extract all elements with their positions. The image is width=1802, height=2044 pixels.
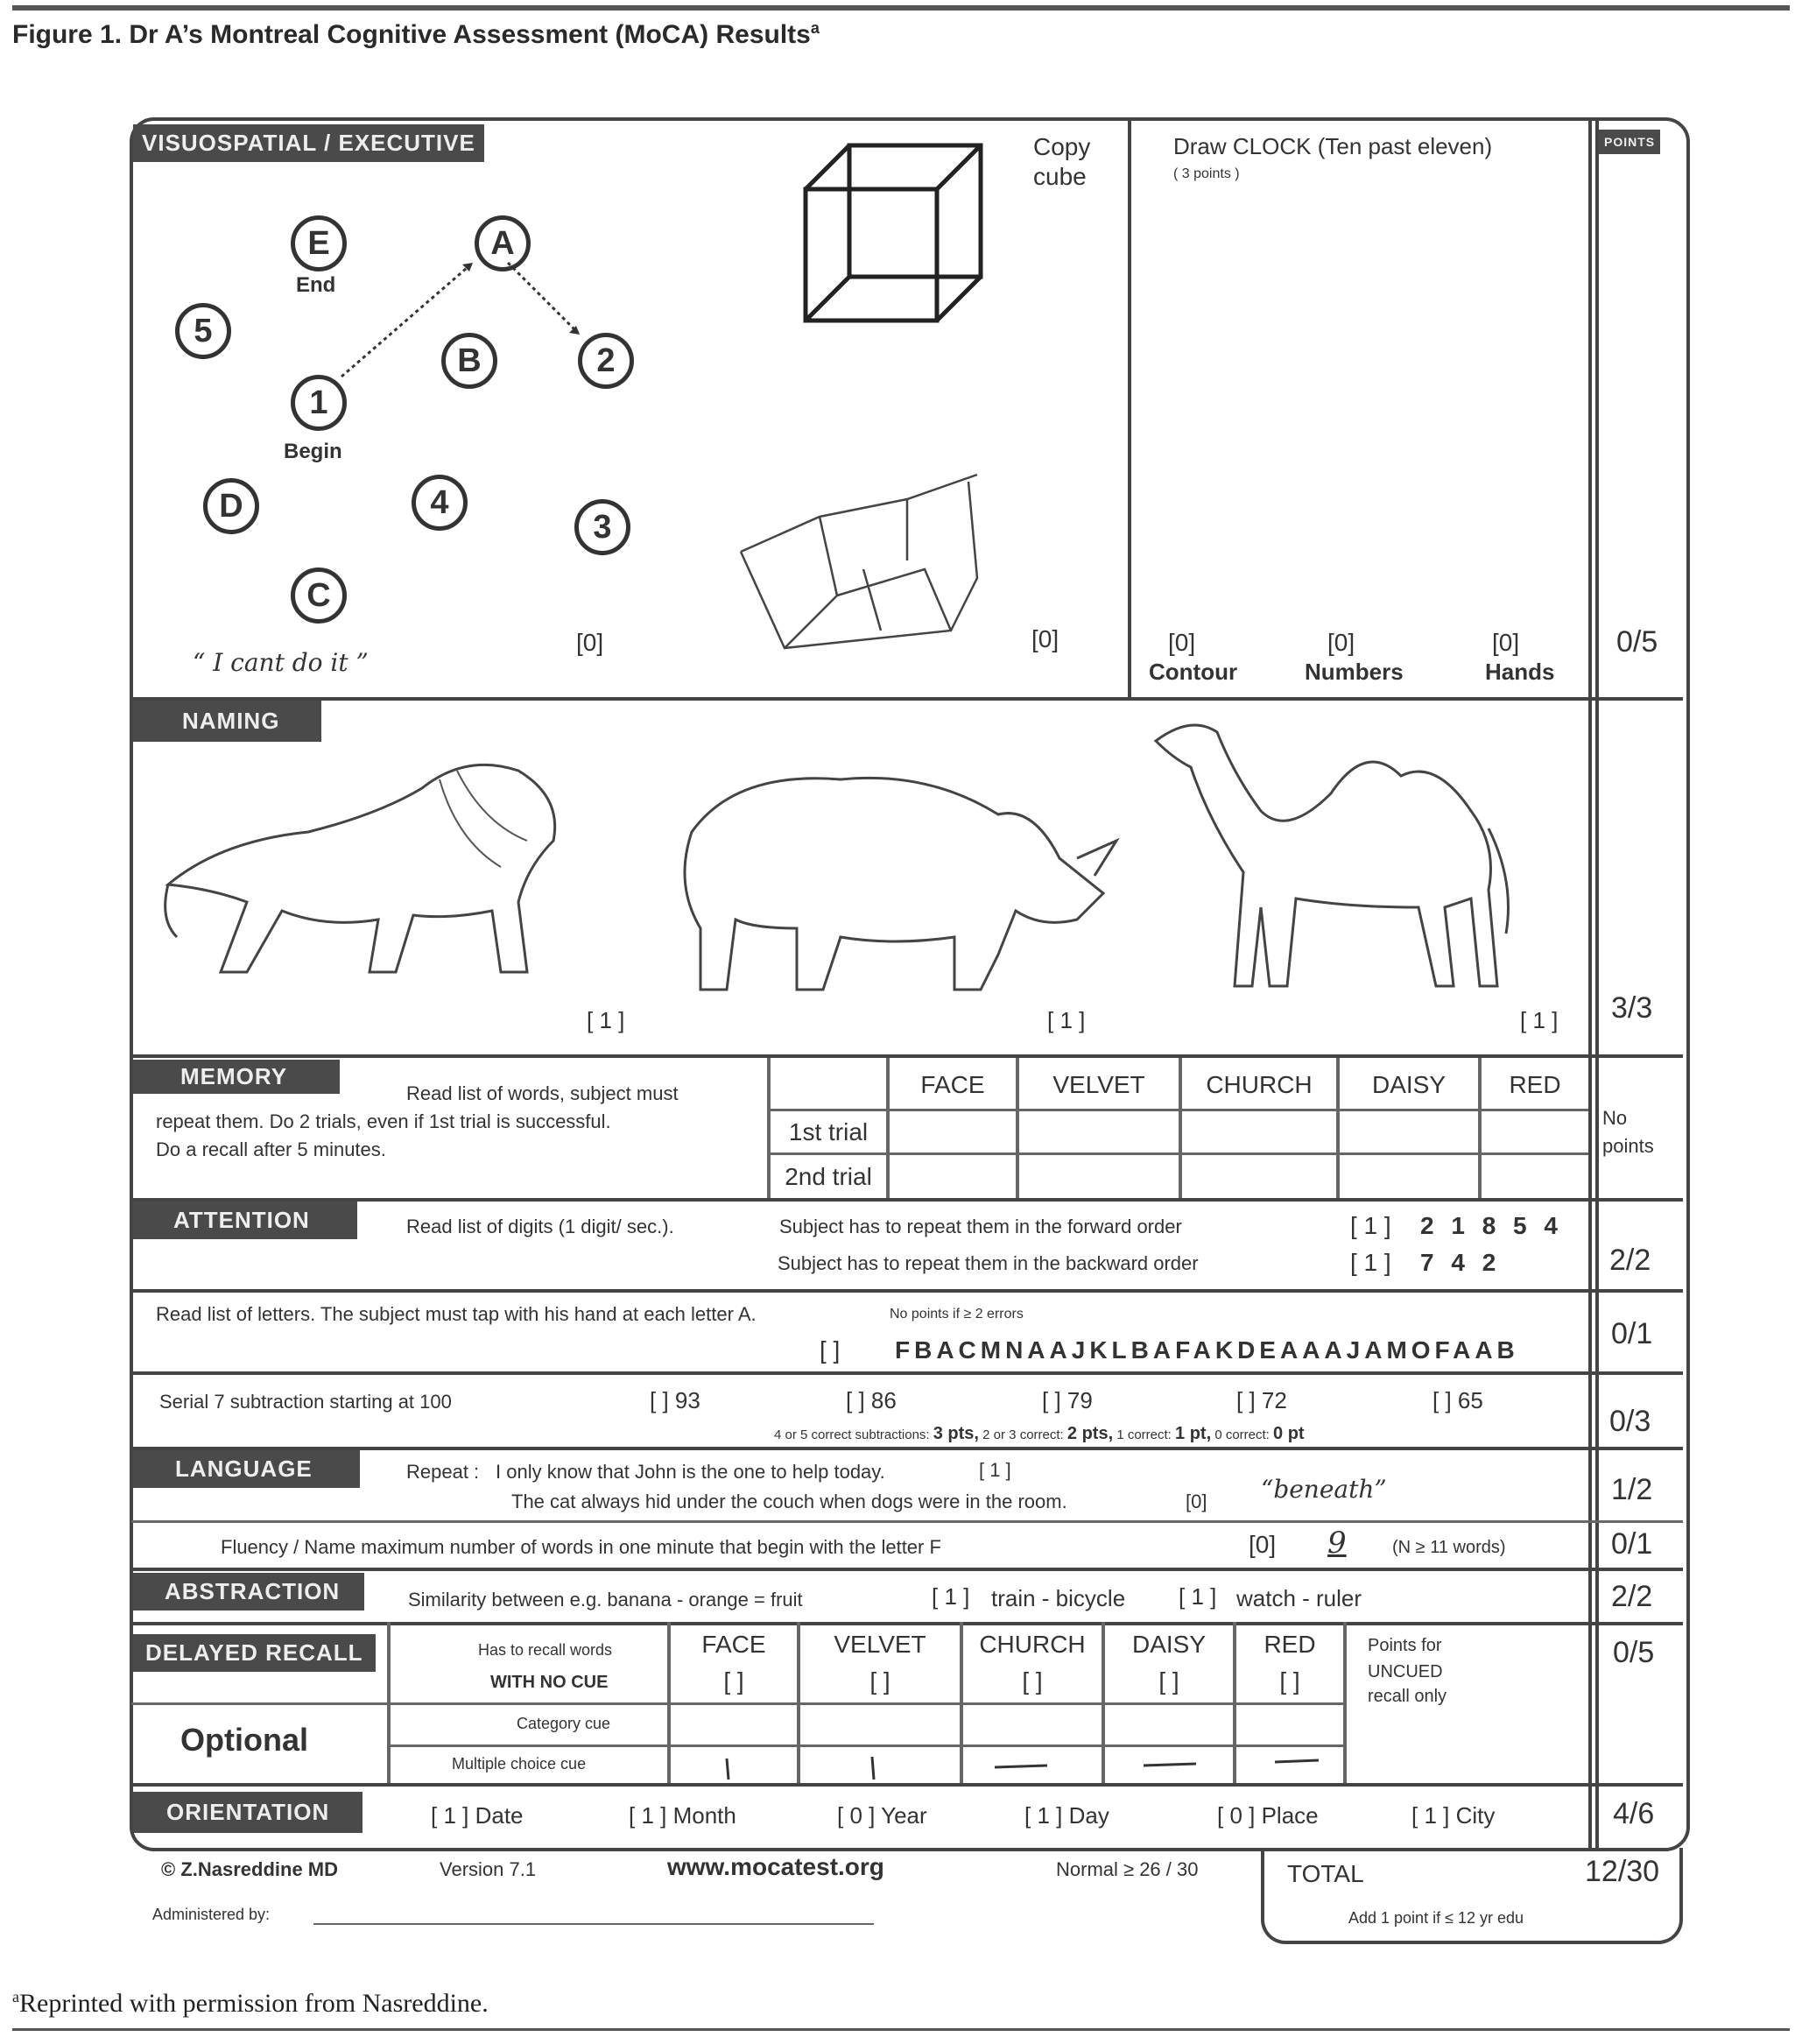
lion-mark: [ 1 ] [587, 1007, 625, 1033]
divider-letters [131, 1289, 1683, 1293]
figure-footnote [12, 1988, 489, 2019]
divider-attention [131, 1198, 1683, 1202]
memory-grid-h2 [767, 1152, 1588, 1155]
cube-model-drawing [797, 137, 1007, 329]
memory-word-velvet: VELVET [1052, 1071, 1145, 1098]
rhino-mark: [ 1 ] [1047, 1007, 1086, 1033]
letters-mark: [ ] [820, 1336, 841, 1364]
delayed-grid-h1 [131, 1702, 1343, 1705]
serial-rule-d: 2 pts, [1066, 1424, 1114, 1443]
serial-scoring-rule [774, 1424, 1305, 1444]
divider-fluency [131, 1520, 1683, 1523]
divider-delayed [131, 1622, 1683, 1625]
abstraction-score: 2/2 [1611, 1580, 1653, 1613]
memory-trial-2-label: 2nd trial [785, 1163, 872, 1190]
copy-cube-label-line1: Copy [1033, 133, 1091, 160]
memory-word-church: CHURCH [1206, 1071, 1313, 1098]
total-label: TOTAL [1287, 1860, 1364, 1887]
clock-instruction: Draw CLOCK (Ten past eleven) [1173, 133, 1493, 159]
serial-65: [ ] 65 [1432, 1387, 1483, 1413]
trail-node-2: 2 [578, 333, 634, 389]
multiple-choice-cue-label: Multiple choice cue [452, 1755, 587, 1773]
repeat-sentence-1: I only know that John is the one to help today. [496, 1461, 885, 1483]
serial-rule-g: 0 correct: [1214, 1427, 1270, 1442]
administered-by-line [313, 1923, 874, 1925]
orientation-city: [ 1 ] City [1411, 1802, 1496, 1829]
optional-label: Optional [180, 1722, 308, 1758]
rhino-outline [685, 778, 1103, 990]
serial-79: [ ] 79 [1042, 1387, 1093, 1413]
serial-rule-b: 3 pts, [933, 1424, 979, 1443]
repeat-sentence-1-mark: [ 1 ] [979, 1459, 1011, 1481]
delayed-recall-score: 0/5 [1613, 1636, 1655, 1669]
memory-no-points-line1: No [1602, 1107, 1628, 1129]
backward-instruction: Subject has to repeat them in the backward order [778, 1252, 1199, 1274]
letters-rule: No points if ≥ 2 errors [890, 1307, 1024, 1322]
trail-node-1: 1 [291, 375, 347, 431]
fluency-rule: (N ≥ 11 words) [1392, 1538, 1506, 1557]
visuospatial-header: VISUOSPATIAL / EXECUTIVE [133, 124, 484, 162]
delayed-box-velvet: [ ] [869, 1667, 890, 1695]
memory-word-daisy: DAISY [1371, 1071, 1447, 1098]
cube-edge-3 [806, 277, 849, 321]
trail-node-A: A [475, 215, 531, 271]
sketch-stroke-5 [863, 569, 881, 631]
abstraction-item1: train - bicycle [991, 1585, 1126, 1611]
version-text: Version 7.1 [440, 1858, 537, 1880]
fluency-word-count: 9 [1327, 1526, 1347, 1561]
digits-score: 2/2 [1609, 1244, 1651, 1277]
delayed-word-church: CHURCH [979, 1631, 1086, 1658]
trail-node-B: B [441, 333, 497, 389]
divider-abstraction [131, 1568, 1683, 1571]
forward-instruction: Subject has to repeat them in the forward order [779, 1216, 1182, 1237]
delayed-word-daisy: DAISY [1131, 1631, 1207, 1658]
uncued-note-line1: Points for [1368, 1636, 1442, 1655]
orientation-header: ORIENTATION [133, 1792, 363, 1833]
delayed-word-face: FACE [701, 1631, 766, 1658]
trail-handwritten-note: “ I cant do it ” [193, 648, 369, 677]
orientation-day: [ 1 ] Day [1024, 1802, 1109, 1829]
divider-naming [131, 697, 1683, 701]
orientation-month: [ 1 ] Month [629, 1802, 736, 1829]
serial-rule-f: 1 pt, [1175, 1424, 1212, 1443]
serial-rule-e: 1 correct: [1116, 1427, 1172, 1442]
trail-node-3: 3 [574, 499, 630, 555]
divider-language [131, 1447, 1683, 1450]
serial-rule-c: 2 or 3 correct: [982, 1427, 1064, 1442]
footnote-text: Reprinted with permission from Nasreddine. [19, 1989, 489, 2018]
delayed-grid-h2 [387, 1744, 1343, 1747]
memory-instruction-line1: Read list of words, subject must [406, 1082, 679, 1104]
orientation-score: 4/6 [1613, 1797, 1655, 1830]
caption-superscript: a [810, 19, 820, 37]
repeat-sentence-2-mark: [0] [1186, 1491, 1207, 1512]
delayed-word-red: RED [1264, 1631, 1316, 1658]
fluency-mark: [0] [1249, 1531, 1277, 1558]
camel-mark: [ 1 ] [1520, 1007, 1559, 1033]
letters-instruction: Read list of letters. The subject must tap with his hand at each letter A. [156, 1303, 757, 1325]
rhino-picture [665, 753, 1121, 998]
memory-trial-1-label: 1st trial [788, 1118, 869, 1145]
sketch-stroke-2 [741, 482, 977, 648]
trail-node-5: 5 [175, 303, 231, 359]
uncued-note-line2: UNCUED [1368, 1662, 1443, 1681]
lion-picture [151, 736, 606, 998]
uncued-note-line3: recall only [1368, 1687, 1447, 1706]
delayed-recall-header: DELAYED RECALL [133, 1634, 376, 1672]
backward-mark: [ 1 ] [1350, 1249, 1391, 1276]
trail-end-label: End [296, 273, 336, 297]
delayed-box-red: [ ] [1279, 1667, 1300, 1695]
mc-mark-face [727, 1759, 729, 1780]
repeat-handwritten-note: “beneath” [1261, 1475, 1387, 1504]
delayed-box-church: [ ] [1022, 1667, 1043, 1695]
sketch-stroke-4 [785, 596, 837, 648]
fluency-score: 0/1 [1611, 1527, 1653, 1561]
fluency-instruction: Fluency / Name maximum number of words in one minute that begin with the letter F [221, 1536, 941, 1558]
points-header: POINTS [1599, 130, 1660, 154]
mc-mark-velvet [872, 1757, 874, 1780]
repeat-label: Repeat : [406, 1461, 480, 1483]
orientation-place: [ 0 ] Place [1217, 1802, 1319, 1829]
divider-serial [131, 1371, 1683, 1375]
abstraction-item1-mark: [ 1 ] [932, 1583, 970, 1610]
numbers-mark: [0] [1327, 629, 1355, 656]
letters-sequence: FBACMNAAJKLBAFAKDEAAAJAMOFAAB [895, 1336, 1519, 1364]
cube-edge-4 [937, 277, 981, 321]
mc-mark-daisy [1144, 1764, 1196, 1766]
rhino-horn [1077, 841, 1116, 876]
forward-mark: [ 1 ] [1350, 1212, 1391, 1239]
trail-node-4: 4 [412, 475, 468, 531]
trail-node-D: D [203, 478, 259, 534]
delayed-box-daisy: [ ] [1158, 1667, 1179, 1695]
abstraction-item2-mark: [ 1 ] [1179, 1583, 1217, 1610]
copy-cube-label-line2: cube [1033, 163, 1087, 190]
abstraction-item2: watch - ruler [1236, 1585, 1362, 1611]
repeat-sentence-2: The cat always hid under the couch when dogs were in the room. [511, 1491, 1067, 1512]
multiple-choice-marks [671, 1748, 1343, 1783]
top-rule [12, 5, 1790, 11]
delayed-word-velvet: VELVET [834, 1631, 926, 1658]
trail-arrowhead-2 [569, 326, 580, 335]
trail-begin-label: Begin [284, 440, 342, 463]
abstraction-instruction: Similarity between e.g. banana - orange = fruit [408, 1589, 803, 1611]
serial-rule-h: 0 pt [1273, 1424, 1305, 1443]
memory-instruction-line3: Do a recall after 5 minutes. [156, 1138, 386, 1160]
trail-node-E: E [291, 215, 347, 271]
memory-header: MEMORY [133, 1060, 340, 1094]
serial-72: [ ] 72 [1236, 1387, 1287, 1413]
serial-rule-a: 4 or 5 correct subtractions: [774, 1427, 930, 1442]
lion-mane [440, 771, 527, 867]
contour-mark: [0] [1168, 629, 1196, 656]
trail-line-1-A [341, 263, 473, 377]
points-inner-divider [1588, 121, 1592, 1848]
naming-score: 3/3 [1611, 991, 1653, 1025]
attention-header: ATTENTION [133, 1202, 357, 1239]
digits-instruction: Read list of digits (1 digit/ sec.). [406, 1216, 674, 1237]
patient-cube-drawing [732, 464, 995, 657]
trail-node-C: C [291, 567, 347, 624]
divider-memory [131, 1054, 1683, 1058]
category-cue-label: Category cue [517, 1715, 611, 1732]
clock-points-note: ( 3 points ) [1173, 166, 1240, 181]
figure-caption [12, 19, 820, 50]
caption-text: Figure 1. Dr A’s Montreal Cognitive Assessment (MoCA) Results [12, 20, 811, 49]
delayed-grid-v6 [1343, 1622, 1347, 1785]
mc-mark-church [995, 1766, 1047, 1767]
sketch-stroke-3 [820, 517, 951, 631]
camel-picture [1138, 706, 1541, 1004]
backward-digits: 7 4 2 [1420, 1249, 1502, 1276]
footnote-superscript: a [12, 1988, 19, 2005]
orientation-year: [ 0 ] Year [837, 1802, 927, 1829]
delayed-box-face: [ ] [723, 1667, 744, 1695]
orientation-date: [ 1 ] Date [431, 1802, 524, 1829]
memory-word-face: FACE [920, 1071, 985, 1098]
lion-outline [168, 765, 555, 972]
hands-mark: [0] [1492, 629, 1520, 656]
contour-label: Contour [1149, 659, 1238, 685]
forward-digits: 2 1 8 5 4 [1420, 1212, 1563, 1239]
total-score: 12/30 [1585, 1855, 1660, 1888]
bottom-rule [12, 2028, 1790, 2031]
hands-label: Hands [1485, 659, 1555, 685]
no-cue-line1: Has to recall words [478, 1641, 613, 1659]
points-column-divider [1595, 121, 1599, 1848]
memory-no-points-line2: points [1602, 1135, 1654, 1157]
serial-86: [ ] 86 [846, 1387, 897, 1413]
serial-score: 0/3 [1609, 1405, 1651, 1438]
letters-score: 0/1 [1611, 1317, 1653, 1350]
education-adjustment-note: Add 1 point if ≤ 12 yr edu [1348, 1909, 1524, 1927]
trail-score-mark: [0] [576, 629, 604, 656]
website-text: www.mocatest.org [667, 1853, 884, 1880]
normal-range-text: Normal ≥ 26 / 30 [1056, 1858, 1199, 1880]
lion-tail [165, 885, 177, 937]
divider-orientation [131, 1783, 1683, 1787]
cube-edge-2 [937, 145, 981, 189]
language-header: LANGUAGE [133, 1450, 360, 1488]
cube-score-mark: [0] [1031, 625, 1059, 652]
clock-divider [1128, 121, 1131, 699]
cube-edge-1 [806, 145, 849, 189]
abstraction-header: ABSTRACTION [133, 1573, 364, 1611]
numbers-label: Numbers [1305, 659, 1404, 685]
sketch-stroke-1 [741, 475, 977, 552]
copyright-text: © Z.Nasreddine MD [161, 1858, 339, 1880]
trail-line-A-2 [508, 263, 578, 333]
memory-word-red: RED [1509, 1071, 1561, 1098]
no-cue-line2: WITH NO CUE [490, 1673, 609, 1692]
serial-93: [ ] 93 [650, 1387, 700, 1413]
visuospatial-score: 0/5 [1616, 625, 1658, 659]
memory-grid-h1 [767, 1109, 1588, 1111]
administered-by-label: Administered by: [152, 1906, 271, 1923]
mc-mark-red [1275, 1760, 1319, 1762]
total-box-left [1261, 1848, 1264, 1900]
trail-pen-lines [131, 210, 657, 438]
camel-outline [1156, 725, 1497, 986]
repeat-score: 1/2 [1611, 1473, 1653, 1506]
serial-instruction: Serial 7 subtraction starting at 100 [159, 1391, 452, 1413]
memory-instruction-line2: repeat them. Do 2 trials, even if 1st trial is successful. [156, 1110, 611, 1132]
naming-header: NAMING [133, 701, 321, 742]
